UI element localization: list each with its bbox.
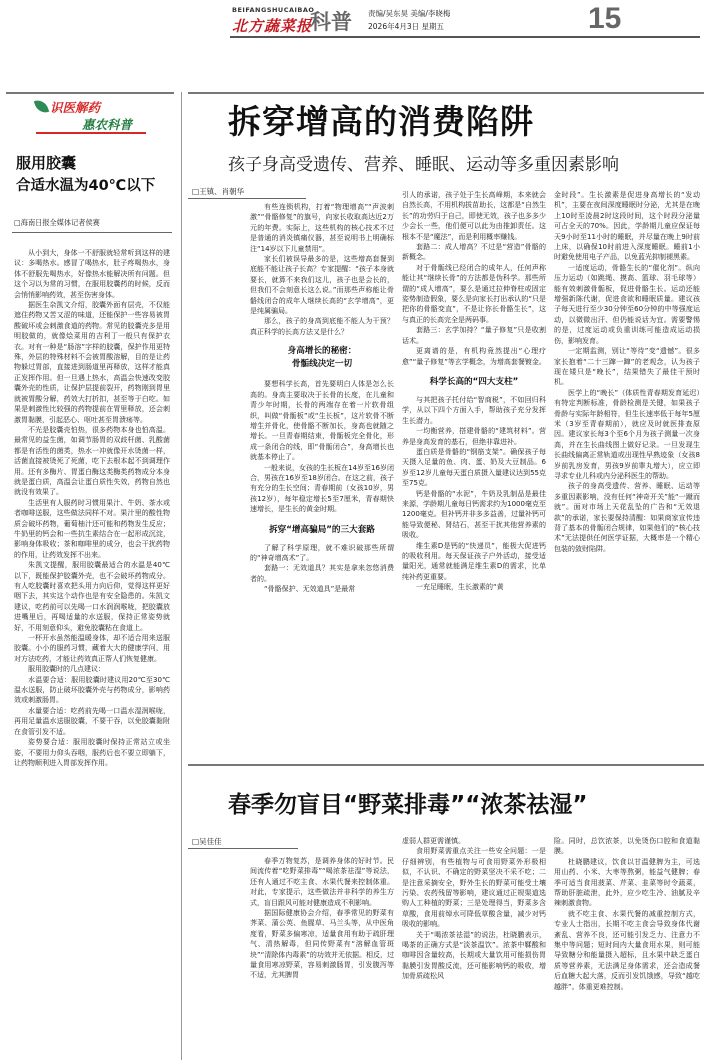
article2-paragraph: 关于“喝浓茶祛湿”的说法，杜晓鹏表示，喝茶的正确方式是“淡茶温饮”。浓茶中鞣酸和咖啡因含量较高，长期或大量饮用可能损伤胃黏膜引发胃酸反流，还可能影响钙的吸收，增加骨质疏松风 [402, 930, 546, 981]
article1-column-2 [402, 190, 546, 758]
article1-column-3 [554, 190, 700, 758]
masthead-rule [230, 36, 700, 38]
article2-byline: □吴佳佳 [192, 837, 222, 846]
article1-paragraph: 一均衡营养，搭建骨骼的“建筑材料”。营养是身高发育的基石，但绝非靠进补。 [402, 427, 546, 446]
article-height-traps [188, 92, 704, 760]
article1-paragraph: 套路二：成人增高？不过是“营造”骨骼的新概念。 [402, 243, 546, 262]
article2-top-rule [188, 764, 704, 766]
article1-paragraph: 引人的承诺，孩子处于生长高峰期，本来就会自然长高，不用机构拔苗助长，这都是“自然生长”的功劳归于自己，即使无效，孩子也多多少少会长一些，他们便可以此为由推卸责任。这根本不是“魔法”，而是利用概率赚钱。 [402, 191, 546, 241]
article2-byline-rule [188, 848, 298, 849]
sidebar-brand-banner [6, 98, 174, 138]
page-number: 15 [588, 2, 622, 35]
article1-byline-rule [188, 198, 306, 199]
sidebar-tip: 姿势要合适：服用胶囊时保持正常站立或坐姿，不要用力仰头吞咽，服药后也不要立即躺下，让药物顺利进入胃部发挥作用。 [14, 738, 170, 767]
article1-paragraph: 一适度运动，骨骼生长的“催化剂”。纵向压力运动（如跳绳、摸高、篮球、羽毛球等）能有效刺激骨骺板，促进骨骼生长。运动还能增强新陈代谢，促进食欲和睡眠质量。建议孩子每天进行至少30分钟至60分钟的中等强度运动，以微微出汗、但仍能说话为宜。需要警惕的是，过度运动或负重训练可能造成运动损伤，影响发育。 [554, 263, 700, 345]
article1-paragraph: 一充足睡眠，生长激素的“黄 [416, 583, 504, 592]
sidebar-column [6, 92, 174, 1060]
article2-paragraph: 虚弱人群更需谨慎。 [402, 837, 465, 845]
article-spring-myths [188, 764, 704, 1060]
article1-paragraph: 那么，孩子的身高到底能不能人为干预？真正科学的长高方法又是什么？ [250, 317, 394, 336]
article1-subheading: 身高增长的秘密： 骨骺线决定一切 [287, 346, 357, 370]
sidebar-tips-title: 服用胶囊时的几点建议： [28, 665, 105, 674]
sidebar-paragraph: 一杯开水虽然能温暖身体，却不适合用来送服胶囊。小小的服药习惯，藏着大大的健康学问，用对方法吃药，才能让药效真正帮人们恢复健康。 [14, 634, 170, 663]
masthead [0, 0, 708, 44]
article2-column-3 [554, 836, 700, 1056]
article1-paragraph: 金时段”。生长激素是促进身高增长的“发动机”，主要在夜间深度睡眠时分泌，尤其是在晚上10时至凌晨2时这段时间，这个时段分泌量可占全天的70%。因此，学龄期儿童应保证每天9小时至11小时的睡眠，并尽量在晚上9时前上床，以确保10时前进入深度睡眠。睡前1小时避免使用电子产品，以免蓝光抑制褪黑素。 [554, 191, 700, 262]
article2-paragraph: 食用野菜需重点关注一些安全问题：一是仔细辨别，有些植物与可食用野菜外形极相似，不认识、不确定的野菜坚决不采不吃；二是注意采摘安全，野外生长的野菜可能受土壤污染、农药残留等影响，建议通过正规渠道选购人工种植的野菜；三是处理得当，野菜多含草酸，食用前焯水可降低草酸含量，减少对钙吸收的影响。 [402, 847, 546, 929]
article1-paragraph: 套路一：无效道具？其实是拿来忽悠消费者的。 [250, 564, 394, 583]
article1-paragraph: 更离谱的是，有机构竟然提出“心理疗愈”“量子修复”等玄学概念，为增高套餐镀金。 [402, 347, 546, 366]
article2-paragraph: 就不吃主食、水果代餐的减重控制方式，专业人士指出，长期不吃主食会导致身体代谢紊乱、营养不良，还可能引发乏力、注意力不集中等问题；短时间内大量食用水果，则可能导致糖分和能量摄入超标，且水果中缺乏蛋白质等营养素，无法满足身体需求，还会造成餐后血糖大起大落，反而引发饥饿感，导致“越吃越胖”。体重更难控制。 [554, 909, 700, 991]
article1-top-rule [188, 92, 704, 94]
article1-paragraph: 与其把孩子托付给“智商税”，不如回归科学，从以下四个方面入手，帮助孩子充分发挥生长潜力。 [402, 395, 546, 425]
article2-column-2 [402, 836, 546, 1056]
article2-column-1 [250, 856, 394, 1056]
sidebar-top-rule [6, 92, 174, 94]
sidebar-paragraph: 朱凯文提醒，服用胶囊最适合的水温是40℃以下，既能保护胶囊外壳，也不会破坏药物成分。有人吃胶囊时喜欢把头用力向后仰，觉得这样更好咽下去，其实这个动作也是有安全隐患的。朱凯文建议，吃药前可以先喝一口水润润喉咙，把胶囊放进嘴里后，再喝适量的水送服，保持正常姿势就好，不用刻意仰头，避免胶囊粘在食道上。 [14, 561, 170, 632]
article1-paragraph: 套路三：玄学加持？“量子修复”只是收割话术。 [402, 326, 546, 345]
sidebar-paragraph: 不光是胶囊壳怕热，很多药物本身也怕高温。最常见的益生菌，如调节肠胃的双歧杆菌、乳酸菌都是有活性的菌类，热水一冲就像开水烫菌一样，活菌直接被烫死了死菌，吃下去根本起不到调理作用。还有多酶片、胃蛋白酶这类酶类药物成分本身就是蛋白质，高温会让蛋白质性失效，药物自然也就没有效果了。 [14, 425, 170, 497]
article1-paragraph: 钙是骨骼的“水泥”，牛奶及乳制品是最佳来源，学龄期儿童每日钙需求约为1000毫克至1200毫克。但补钙并非多多益善，过量补钙可能导致便秘、肾结石，甚至干扰其他营养素的吸收。 [402, 489, 546, 540]
section-name: 科普 [310, 10, 352, 34]
brand-top-text: 识医解药 [50, 100, 101, 115]
brand-bottom-text: 惠农科普 [82, 117, 133, 132]
article1-title: 拆穿增高的消费陷阱 [228, 102, 534, 141]
article1-paragraph: 有些连锁机构，打着“物理增高”“声波刺激”“骨骼修复”的旗号，向家长收取高达近2万元的年费。实际上，这些机构的核心技术不过是普通的消炎镇痛仪器，甚至说明书上明确标注“14岁以下儿童禁用”。 [250, 203, 394, 253]
sidebar-tip: 水量要合适：吃药前先喝一口温水湿润喉咙，再用足量温水送服胶囊，不要干吞，以免胶囊黏附在食管引发不适。 [14, 706, 170, 736]
newspaper-logo-pinyin: BEIFANGSHUCAIBAO [232, 6, 315, 14]
column-divider [181, 92, 182, 1060]
brand-leaf-icon [34, 98, 49, 116]
article1-paragraph: 一定期监测，别让“等待”变“遗憾”。很多家长抱着“二十三蹿一蹿”的老观念，认为孩子现在矮只是“晚长”，结果错失了最佳干预时机。 [554, 347, 700, 387]
article2-title: 春季勿盲目“野菜排毒”“浓茶祛湿” [228, 792, 588, 818]
article1-paragraph: 了解了科学原理，就不难识破那些所谓的“神奇增高术”了。 [250, 543, 394, 562]
article1-subheading: 科学长高的“四大支柱” [429, 376, 519, 387]
sidebar-tip: 水温要合适：服用胶囊时建议用20℃至30℃温水送服，防止破坏胶囊外壳与药物成分，影响药效或刺激肠胃。 [14, 675, 170, 705]
article1-byline: □王镇、肖朝华 [192, 187, 245, 196]
article1-paragraph: 要想科学长高，首先要明白人体是怎么长高的。身高主要取决于长骨的长度，在儿童和青少年时期，长骨的两端存在着一片软骨组织，叫做“骨骺板”或“生长板”，这片软骨不断增生并骨化，使骨骼不断加长，身高也就随之增长。一旦青春期结束，骨骺板完全骨化，形成一条闭合的线，即“骨骺闭合”，身高增长也就基本停止了。 [250, 380, 394, 462]
newspaper-logo: 北方蔬菜报 [232, 17, 313, 35]
article1-subheading: 拆穿“增高骗局”的三大套路 [269, 524, 375, 535]
brand-underline [36, 132, 146, 134]
article1-subtitle: 孩子身高受遗传、营养、睡眠、运动等多重因素影响 [228, 155, 619, 175]
article2-paragraph: 春季万物复苏，是调养身体的好时节。民间流传着“吃野菜排毒”“喝浓茶祛湿”等说法，还有人通过不吃主食、水果代餐来控制体重。对此，专家提示，这些做法并非科学的养生方式，盲目跟风可能对健康造成不利影响。 [250, 857, 394, 907]
sidebar-byline-rule [12, 232, 172, 233]
article1-paragraph: 孩子的身高受遗传、营养、睡眠、运动等多重因素影响，没有任何“神奇开关”能“一蹴而就”。面对市场上天花乱坠的广告和“无效退款”的承诺，家长要保持清醒：如果商家宣传违背了基本的骨骺闭合规律，如果他们的“核心技术”无法提供任何医学证据，大概率是一个精心包装的敛财陷阱。 [554, 482, 700, 553]
article1-paragraph: 蛋白质是骨骼的“钢筋支架”。确保孩子每天摄入足量的鱼、肉、蛋、奶及大豆制品。6岁至12岁儿童每天蛋白质摄入量建议达到55克至75克。 [402, 447, 546, 488]
article1-column-1 [250, 202, 394, 758]
article2-paragraph: 险。同时，总饮浓茶，以免烫伤口腔和食道黏膜。 [554, 837, 700, 856]
article1-paragraph: 对于骨骺线已经闭合的成年人，任何声称能让其“继续长骨”的方法都是伪科学。那些所谓的“成人增高”，要么是通过拉伸脊柱或固定姿势制造假象，要么是向家长打出承认的“只是把你的骨骼变直”，不是让你长骨骼生长”，这与真正的长高完全是两码事。 [402, 263, 546, 324]
article1-paragraph: 维生素D是钙的“快递员”，能极大促进钙的吸收利用。每天保证孩子户外活动，接受适量阳光，通常就能满足维生素D的需求，比单纯补药更重要。 [402, 541, 546, 581]
article1-paragraph: “骨骼保护、无效道具”是最常 [264, 585, 356, 594]
sidebar-paragraph: 据医生杂凯文介绍，胶囊外面有层壳，不仅能遮住药物又苦又涩的味道，还能保护一些容易被胃酸破坏或会刺激食道的药物。常见的胶囊壳多是用明胶做的，就像烩菜用的吉利丁一般只有保护衣衣。对有一种是“肠溶”字样的胶囊，保护作用更特殊，外层的特殊材料不会被胃酸溶解，目的是让药物躲过胃部，直接进到肠道里再释放，这样才能真正发挥作用。但一旦遇上热水，高温会快速改变胶囊外壳的性质，让保护层提前裂开，药物刚到胃里就被胃酸分解，药效大打折扣，甚至等于白吃。如果是刺激性比较强的药物提前在胃里释放，还会刺激胃黏膜，引起恶心、呕吐甚至胃溃疡等。 [14, 301, 170, 424]
article2-paragraph: 杜晓鹏建议，饮食以甘温健脾为主，可选用山药、小米、大枣等熬粥，能益气健脾；春季可适当食用菠菜、芹菜、韭菜等时令蔬菜，帮助肝脏疏泄，此外，应少吃生冷、油腻及辛辣刺激食物。 [554, 857, 700, 908]
sidebar-byline: □海南日报全媒体记者侯赛 [14, 218, 100, 227]
editor-credits: 责编/吴东昊 美编/李晓梅 [368, 9, 451, 18]
sidebar-paragraph: 生活里有人服药时习惯用果汁、牛奶、茶水或者咖啡送服，这些做法同样不对。果汁里的酸性物质会破坏药物，葡萄柚汁还可能和药物发生反应；牛奶里的钙会和一些抗生素结合在一起形成沉淀，影响身体吸收；茶和咖啡里的成分，也会干扰药物的作用，让药效发挥不出来。 [14, 498, 170, 559]
sidebar-article-body [14, 248, 170, 1058]
article1-paragraph: 医学上的“晚长”（体质性青春期发育延迟）有特定判断标准，骨龄检测是关键，如果孩子骨龄与实际年龄相符，但生长速率低于每年5厘米（3岁至青春期前），就应及时就医排查原因。建议家长每3个至6个月为孩子测量一次身高，并在生长曲线图上做好记录。一旦发现生长曲线偏离正常轨道或出现性早熟迹象（女孩8岁前乳房发育，男孩9岁前睾丸增大），应立即寻求专业儿科或内分泌科医生的帮助。 [554, 388, 700, 480]
sidebar-title-line2: 合适水温为40℃以下 [16, 178, 156, 194]
sidebar-paragraph: 从小到大，身体一不舒服就轻常听到这样的建议：多喝热水。感冒了喝热水，肚子疼喝热水，身体不舒服先喝热水，好像热水能解决所有问题。但这个习以为常的习惯，在服用胶囊药的时候，反而会悄悄影响药效，甚至伤害身体。 [14, 249, 170, 299]
article1-paragraph: 一般来说，女孩的生长板在14岁至16岁闭合，男孩在16岁至18岁闭合。在这之前，孩子有充分的生长空间；青春期前（女孩10岁，男孩12岁），每年稳定增长5至7厘米，青春期快速增长，是生长的黄金时期。 [250, 463, 394, 514]
article1-paragraph: 家长们被误导最多的是，这些增高套餐到底能不能让孩子长高？专家提醒：“孩子本身就要长，就算不来我们这儿，孩子也是会长的，但我们不会刻意长这么说。”而那些声称能让骨骼线闭合的成年人继续长高的“玄学增高”，更是纯属骗局。 [250, 255, 394, 316]
article2-paragraph: 据国际健康协会介绍，春季常见的野菜有荠菜、蒲公英、鱼腥草、马兰头等，从中医角度看，野菜多偏寒凉，适量食用有助于疏肝理气、清热解毒，但同传野菜有“溶解血管斑块”“清除体内毒素”的功效并无依据。相反，过量食用寒凉野菜，容易刺激肠胃，引发腹泻等不适，尤其脾胃 [250, 909, 394, 980]
sidebar-title-line1: 服用胶囊 [16, 154, 77, 172]
issue-date: 2026年4月3日 星期五 [368, 22, 445, 31]
